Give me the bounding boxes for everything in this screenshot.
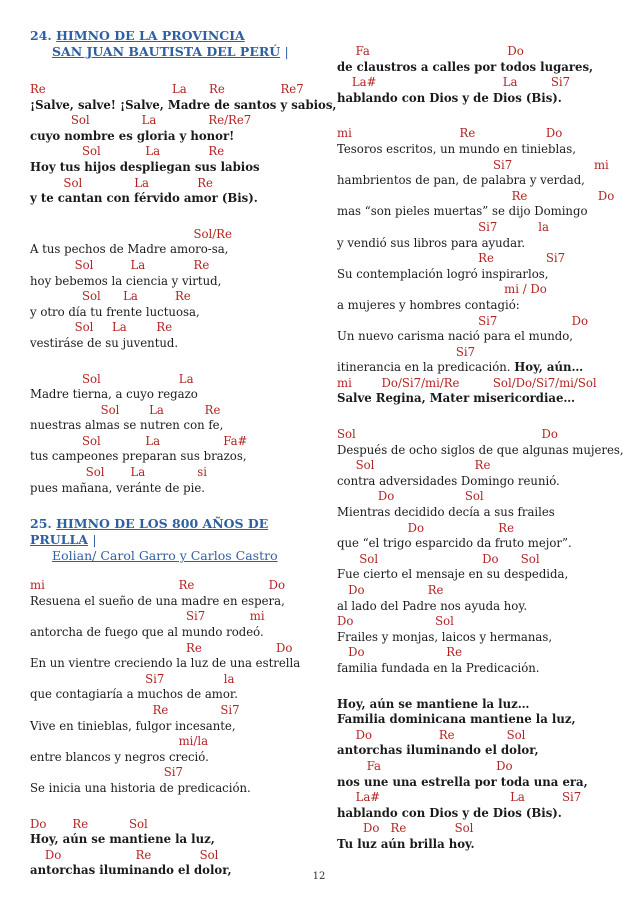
lyric-line [337, 360, 617, 376]
chord-line [30, 113, 315, 129]
chord-line [337, 427, 617, 443]
chord-line [30, 320, 315, 336]
lyric-line [337, 837, 617, 853]
lyric-line [30, 336, 315, 352]
lyric-line [30, 750, 315, 766]
lyric-text: pues mañana, veránte de pie. [30, 480, 206, 495]
stanza [337, 697, 617, 853]
lyric-text: En un vientre creciendo la luz de una estrella [30, 656, 301, 671]
chord-line [337, 521, 617, 537]
chord-line [30, 734, 315, 750]
lyric-line [337, 142, 617, 158]
lyric-line [337, 599, 617, 615]
chord-line [337, 821, 617, 837]
song-24-title-line1[interactable]: HIMNO DE LA PROVINCIA [56, 28, 245, 43]
lyric-text: de claustros a calles por todos lugares, [337, 59, 594, 74]
lyric-text: Madre tierna, a cuyo regazo [30, 387, 198, 402]
lyric-text: antorchas iluminando el dolor, [337, 743, 539, 758]
stanza [337, 427, 624, 677]
chord-text: Fa Do [337, 44, 524, 58]
chord-text: Do Re Sol [337, 821, 474, 836]
chord-line [30, 403, 315, 419]
chord-line [337, 614, 617, 630]
lyric-line [337, 567, 617, 583]
chord-line [337, 552, 617, 568]
lyric-text: Su contemplación logró inspirarlos, [337, 266, 549, 281]
lyric-line [30, 242, 315, 258]
lyric-line [30, 191, 315, 207]
lyric-line [337, 505, 617, 521]
chord-line [337, 189, 617, 205]
lyric-line [337, 806, 617, 822]
chord-text: Sol Do [337, 427, 558, 442]
chord-text: Re Do [30, 640, 293, 655]
chord-text: Sol Re [337, 458, 491, 473]
chord-line [337, 583, 617, 599]
lyric-text: mas “son pieles muertas” se dijo Domingo [337, 204, 588, 219]
lyric-line [337, 267, 617, 283]
chord-line [30, 765, 315, 781]
chord-line [30, 465, 315, 481]
lyric-line [337, 91, 617, 107]
lyric-text: Fue cierto el mensaje en su despedida, [337, 567, 569, 582]
lyric-text: que contagiaría a muchos de amor. [30, 687, 238, 702]
lyric-line [337, 60, 617, 76]
lyric-line [30, 481, 315, 497]
lyric-line [337, 697, 617, 713]
chord-text: Si7 la [30, 671, 235, 686]
lyric-line [30, 719, 315, 735]
lyric-text: entre blancos y negros creció. [30, 749, 209, 764]
lyric-text: a mujeres y hombres contagió: [337, 297, 520, 312]
lyric-line [337, 775, 617, 791]
lyric-line [30, 160, 315, 176]
lyric-text: al lado del Padre nos ayuda hoy. [337, 598, 528, 613]
lyric-line [30, 274, 315, 290]
lyric-text: Vive en tinieblas, fulgor incesante, [30, 718, 236, 733]
lyric-text: Tu luz aún brilla hoy. [337, 836, 475, 851]
lyric-text: Salve Regina, Mater misericordiae… [337, 391, 576, 406]
chord-line [337, 220, 617, 236]
lyric-text: Familia dominicana mantiene la luz, [337, 712, 576, 727]
chord-line [30, 176, 315, 192]
chord-text: Si7 la [337, 219, 549, 234]
lyric-text: y te cantan con férvido amor (Bis). [30, 191, 258, 206]
chord-text: Sol La [30, 371, 194, 386]
chord-line [30, 289, 315, 305]
chord-text: Sol La Fa# [30, 433, 248, 448]
chord-text: Sol Do Sol [337, 551, 540, 566]
chord-line [337, 489, 617, 505]
song-24-title [30, 28, 315, 44]
chord-line [30, 641, 315, 657]
chord-line [30, 817, 315, 833]
lyric-text: hambrientos de pan, de palabra y verdad, [337, 173, 585, 188]
chord-text: Do Re [337, 520, 515, 535]
chord-line [337, 728, 617, 744]
lyric-text: Un nuevo carisma nació para el mundo, [337, 329, 574, 344]
lyric-text: Hoy tus hijos despliegan sus labios [30, 159, 260, 174]
stanza [337, 44, 617, 106]
chord-text: Sol La Re [30, 144, 225, 159]
chord-line [337, 759, 617, 775]
song-25-separator: | [92, 532, 97, 548]
chord-line [30, 609, 315, 625]
lyric-text: ¡Salve, salve! ¡Salve, Madre de santos y sabios, [30, 97, 337, 112]
song-25-heading [30, 516, 315, 564]
lyric-text: hablando con Dios y de Dios (Bis). [337, 90, 562, 105]
chord-line [30, 848, 315, 864]
right-column [337, 28, 624, 853]
chord-line [337, 126, 617, 142]
lyric-text: hablando con Dios y de Dios (Bis). [337, 805, 562, 820]
chord-text: mi Do/Si7/mi/Re Sol/Do/Si7/mi/Sol [337, 375, 597, 390]
chord-text: Fa Do [337, 758, 513, 773]
lyric-text: antorcha de fuego que al mundo rodeó. [30, 625, 264, 640]
lyric-text: nos une una estrella por toda una era, [337, 774, 588, 789]
stanza [30, 372, 315, 497]
lyric-line [30, 418, 315, 434]
lyric-line [337, 474, 617, 490]
song-25-authors[interactable]: Eolian/ Carol Garro y Carlos Castro [52, 548, 278, 564]
song-25-authors-row [30, 548, 315, 564]
chord-text: Sol La Re [30, 402, 221, 417]
chord-text: Sol La si [30, 465, 207, 480]
chord-line [337, 251, 617, 267]
stanza [30, 82, 337, 207]
lyric-text: Se inicia una historia de predicación. [30, 780, 251, 795]
song-24-lyrics [30, 82, 337, 496]
lyric-bold-tail: Hoy, aún… [514, 360, 584, 375]
chord-text: Do Re Sol [30, 847, 219, 862]
lyric-text: familia fundada en la Predicación. [337, 660, 540, 675]
stanza [30, 817, 315, 879]
lyric-line [30, 387, 315, 403]
stanza [30, 578, 315, 796]
song-25-lyrics-continued [337, 44, 624, 853]
lyric-text: hoy bebemos la ciencia y virtud, [30, 273, 222, 288]
chord-text: Do Re [337, 645, 463, 660]
song-24-separator: | [284, 44, 289, 59]
song-24-title-line2[interactable]: SAN JUAN BAUTISTA DEL PERÚ [52, 44, 281, 59]
lyric-text: y vendió sus libros para ayudar. [337, 235, 526, 250]
lyric-line [30, 687, 315, 703]
lyric-text: Mientras decidido decía a sus frailes [337, 505, 555, 520]
chord-line [337, 314, 617, 330]
chord-text: Si7 mi [30, 609, 265, 624]
lyric-text: y otro día tu frente luctuosa, [30, 304, 200, 319]
chord-line [30, 672, 315, 688]
lyric-text: itinerancia en la predicación. [337, 360, 515, 375]
chord-text: Sol La Re [30, 289, 191, 304]
chord-line [337, 282, 617, 298]
lyric-text: que “el trigo esparcido da fruto mejor”. [337, 536, 572, 551]
chord-line [30, 227, 315, 243]
chord-line [30, 578, 315, 594]
song-25-lyrics [30, 578, 315, 879]
song-24-number: 24. [30, 28, 52, 43]
chord-text: Re La Re Re7 [30, 82, 304, 96]
chord-text: Si7 [337, 344, 476, 359]
lyric-text: antorchas iluminando el dolor, [30, 863, 232, 878]
lyric-line [337, 630, 617, 646]
chord-text: Si7 [30, 765, 183, 780]
lyric-line [30, 781, 315, 797]
chord-text: Do Re Sol [337, 727, 526, 742]
chord-text: Do Sol [337, 614, 454, 629]
chord-line [337, 376, 617, 392]
song-24-heading [30, 28, 315, 60]
chord-text: Si7 Do [337, 313, 589, 328]
lyric-text: tus campeones preparan sus brazos, [30, 449, 247, 464]
chord-text: mi / Do [337, 282, 547, 297]
chord-text: Re Do [337, 188, 615, 203]
song-25-title-line1[interactable]: HIMNO DE LOS 800 AÑOS DE PRULLA [30, 516, 269, 548]
chord-text: mi Re Do [30, 578, 285, 593]
page-number: 12 [312, 871, 326, 882]
lyric-line [337, 329, 617, 345]
chord-text: Re Si7 [30, 703, 240, 717]
lyric-line [337, 298, 617, 314]
lyric-text: Después de ocho siglos de que algunas mujeres, [337, 442, 624, 457]
lyric-text: Hoy, aún se mantiene la luz… [337, 696, 530, 711]
lyric-line [30, 656, 315, 672]
chord-text: La# La Si7 [337, 790, 582, 805]
lyric-line [30, 625, 315, 641]
lyric-text: Tesoros escritos, un mundo en tinieblas, [337, 141, 576, 156]
song-25-title [30, 516, 315, 548]
lyric-line [30, 449, 315, 465]
lyric-line [337, 204, 617, 220]
chord-text: Sol La Re [30, 257, 210, 272]
stanza [30, 227, 315, 352]
lyric-text: nuestras almas se nutren con fe, [30, 418, 224, 433]
chord-line [337, 44, 617, 60]
lyric-line [30, 97, 337, 114]
song-24-title-line2-row [30, 44, 315, 60]
chord-line [30, 258, 315, 274]
chord-text: Sol La Re [30, 175, 213, 190]
chord-text: Si7 mi [337, 157, 609, 172]
lyric-line [337, 661, 617, 677]
chord-line [337, 645, 617, 661]
lyric-line [337, 173, 617, 189]
lyric-text: Hoy, aún se mantiene la luz, [30, 832, 215, 847]
lyric-text: A tus pechos de Madre amoro-sa, [30, 242, 229, 257]
lyric-text: vestiráse de su juventud. [30, 335, 179, 350]
lyric-text: Frailes y monjas, laicos y hermanas, [337, 629, 553, 644]
lyric-line [30, 832, 315, 848]
lyric-line [337, 536, 617, 552]
chord-text: Do Re Sol [30, 816, 148, 831]
chord-text: Sol La Re [30, 320, 173, 335]
lyric-line [30, 129, 315, 145]
song-25-number: 25. [30, 516, 52, 532]
lyric-text: cuyo nombre es gloria y honor! [30, 128, 235, 143]
chord-text: Re Si7 [337, 251, 566, 266]
chord-text: Sol/Re [30, 226, 232, 241]
lyric-line [30, 594, 315, 610]
chord-line [30, 82, 315, 98]
lyric-line [337, 391, 617, 407]
chord-line [30, 703, 315, 719]
chord-text: mi/la [30, 734, 209, 749]
chord-text: Do Re [337, 583, 444, 597]
chord-line [30, 372, 315, 388]
lyric-line [337, 743, 617, 759]
stanza [337, 126, 617, 407]
chord-text: mi Re Do [337, 126, 563, 141]
chord-text: Sol La Re/Re7 [30, 113, 252, 128]
chord-line [337, 790, 617, 806]
chord-line [337, 458, 617, 474]
lyric-line [30, 305, 315, 321]
chord-line [30, 144, 315, 160]
lyric-line [337, 236, 617, 252]
lyric-line [337, 442, 624, 459]
lyric-text: Resuena el sueño de una madre en espera, [30, 593, 285, 608]
chord-line [337, 345, 617, 361]
chord-text: Do Sol [337, 489, 484, 504]
lyric-line [337, 712, 617, 728]
lyric-text: contra adversidades Domingo reunió. [337, 473, 560, 488]
chord-text: La# La Si7 [337, 75, 571, 90]
chord-line [30, 434, 315, 450]
chord-line [337, 158, 617, 174]
chord-line [337, 75, 617, 91]
